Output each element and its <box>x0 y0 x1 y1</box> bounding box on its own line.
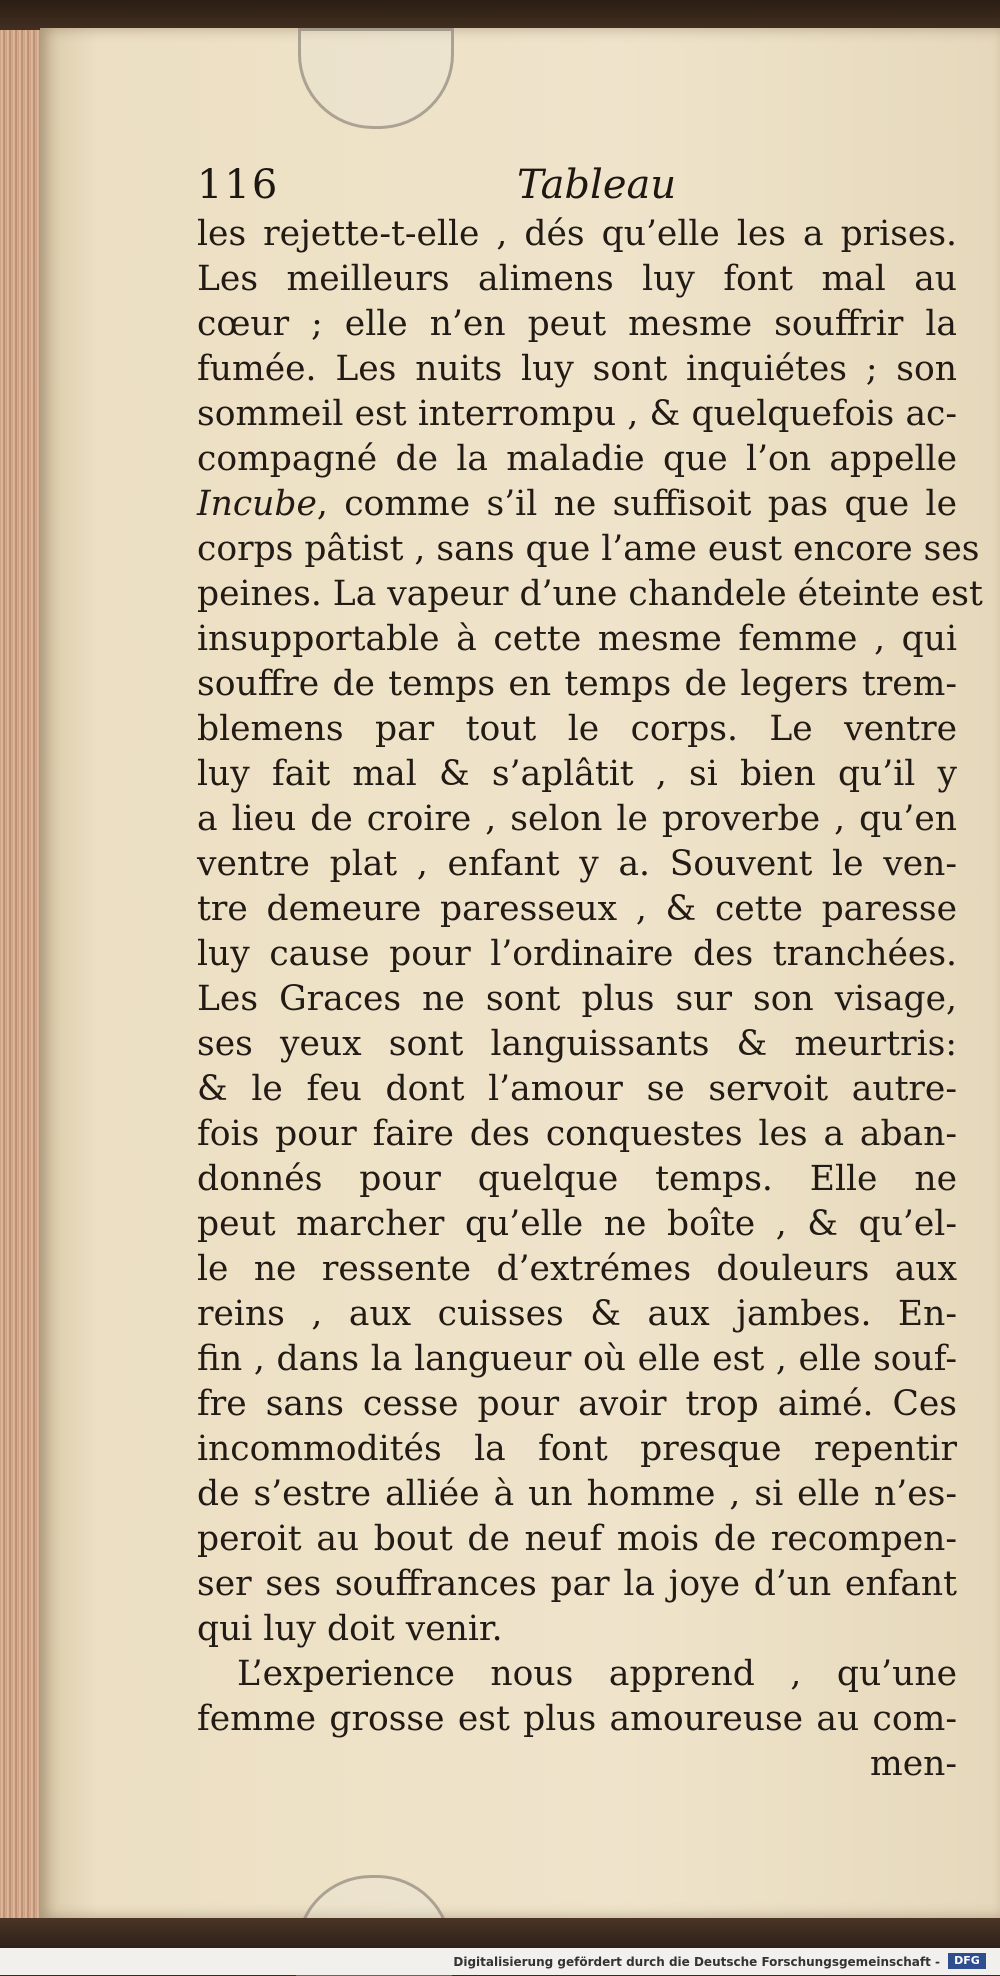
text-line: incommodités la font presque repentir <box>197 1429 957 1469</box>
running-head <box>197 162 917 214</box>
dfg-logo: DFG <box>948 1953 986 1969</box>
text-line: donnés pour quelque temps. Elle ne <box>197 1159 957 1199</box>
text-line: corps pâtist , sans que l’ame eust encore ses <box>197 529 980 569</box>
text-line: compagné de la maladie que l’on appelle <box>197 439 957 479</box>
text-line: insupportable à cette mesme femme , qui <box>197 619 957 659</box>
catchword: men- <box>869 1744 957 1784</box>
text-line: peines. La vapeur d’une chandele éteinte est <box>197 574 983 614</box>
text-line: blemens par tout le corps. Le ventre <box>197 709 957 749</box>
text-line: ventre plat , enfant y a. Souvent le ven- <box>197 844 957 884</box>
text-line: a lieu de croire , selon le proverbe , qu’en <box>197 799 957 839</box>
text-line: Incube, comme s’il ne suffisoit pas que le <box>197 484 957 524</box>
italic-term: Incube <box>197 484 317 524</box>
text-line: ses yeux sont languissants & meurtris: <box>197 1024 957 1064</box>
text-line: Les Graces ne sont plus sur son visage, <box>197 979 957 1019</box>
body-text <box>197 212 983 1787</box>
text-line: le ne ressente d’extrémes douleurs aux <box>197 1249 957 1289</box>
text-line: les rejette-t-elle , dés qu’elle les a prises. <box>197 214 957 254</box>
text-line: tre demeure paresseux , & cette paresse <box>197 889 957 929</box>
text-line: Les meilleurs alimens luy font mal au <box>197 259 957 299</box>
scan-background-bottom <box>0 1918 1000 1948</box>
text-line: cœur ; elle n’en peut mesme souffrir la <box>197 304 957 344</box>
text-line: luy fait mal & s’aplâtit , si bien qu’il y <box>197 754 957 794</box>
text-line: fumée. Les nuits luy sont inquiétes ; son <box>197 349 957 389</box>
text-line: de s’estre alliée à un homme , si elle n’es- <box>197 1474 957 1514</box>
text-line: fin , dans la langueur où elle est , elle souf- <box>197 1339 957 1379</box>
text-line: ser ses souffrances par la joye d’un enfant <box>197 1564 957 1604</box>
text-line: fre sans cesse pour avoir trop aimé. Ces <box>197 1384 957 1424</box>
running-title: Tableau <box>517 162 677 208</box>
text-line: souffre de temps en temps de legers trem- <box>197 664 957 704</box>
text-line: & le feu dont l’amour se servoit autre- <box>197 1069 957 1109</box>
text-line: fois pour faire des conquestes les a aban- <box>197 1114 957 1154</box>
digitization-footer <box>0 1918 1000 1975</box>
text-line: sommeil est interrompu , & quelquefois ac- <box>197 394 957 434</box>
text-line: reins , aux cuisses & aux jambes. En- <box>197 1294 957 1334</box>
text-line-paragraph-end: qui luy doit venir. <box>197 1609 503 1649</box>
text-line: peroit au bout de neuf mois de recompen- <box>197 1519 957 1559</box>
text-line: luy cause pour l’ordinaire des tranchées. <box>197 934 957 974</box>
text-line: peut marcher qu’elle ne boîte , & qu’el- <box>197 1204 957 1244</box>
page-number: 116 <box>197 162 280 208</box>
funding-credit: Digitalisierung gefördert durch die Deutsche Forschungsgemeinschaft - <box>453 1955 940 1969</box>
text-line: femme grosse est plus amoureuse au com- <box>197 1699 957 1739</box>
text-line-paragraph-start: L’experience nous apprend , qu’une <box>237 1654 957 1694</box>
